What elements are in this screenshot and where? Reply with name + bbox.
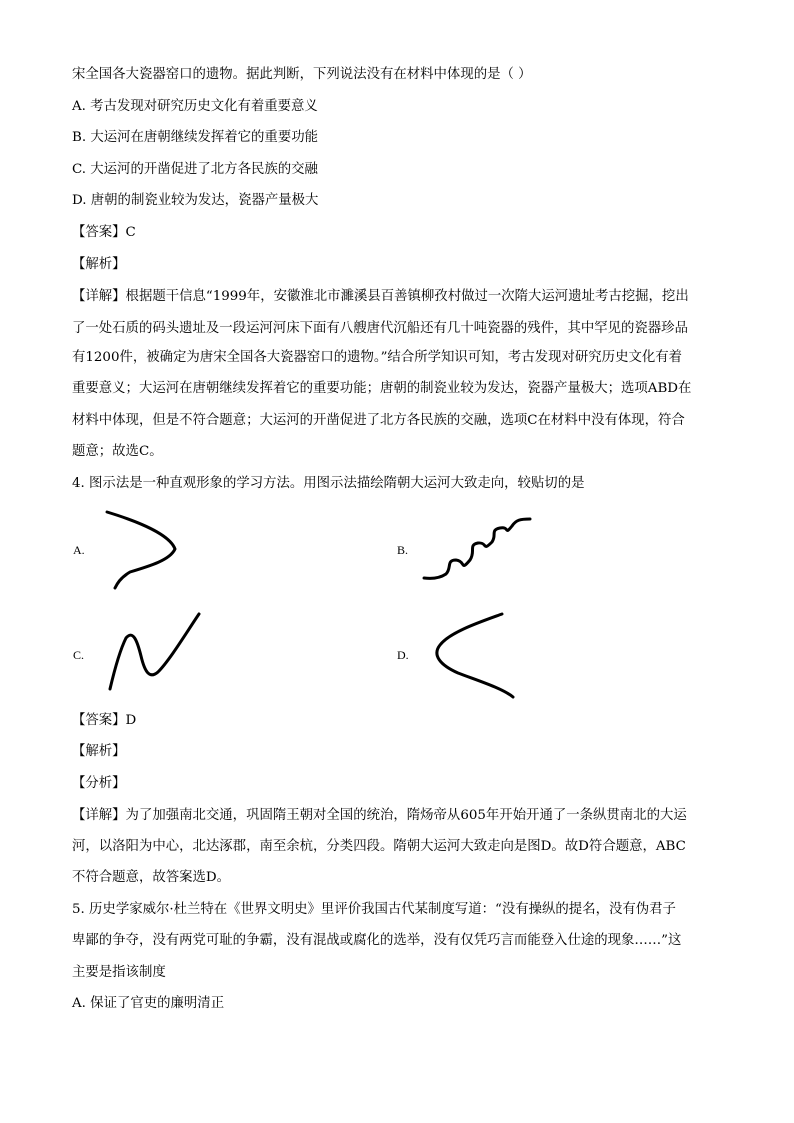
q4-answer: 【答案】D <box>72 713 137 728</box>
q3-option-d: D. 唐朝的制瓷业较为发达，瓷器产量极大 <box>72 193 319 208</box>
q4-detail-line: 不符合题意，故答案选D。 <box>72 870 231 885</box>
q5-stem-line: 主要是指该制度 <box>72 965 166 980</box>
q3-detail-line: 材料中体现，但是不符合题意；大运河的开凿促进了北方各民族的交融，选项C在材料中没有体现，符合 <box>72 413 685 428</box>
q3-stem-tail: 宋全国各大瓷器窑口的遗物。据此判断，下列说法没有在材料中体现的是（ ） <box>72 67 532 82</box>
q3-analysis-label: 【解析】 <box>72 257 126 272</box>
q3-option-b: B. 大运河在唐朝继续发挥着它的重要功能 <box>72 130 318 145</box>
q4-option-b-label: B. <box>397 543 409 557</box>
q3-detail-line: 了一处石质的码头遗址及一段运河河床下面有八艘唐代沉船还有几十吨瓷器的残件，其中罕见的瓷器珍品 <box>72 321 688 336</box>
q3-answer: 【答案】C <box>72 225 136 240</box>
q3-option-c: C. 大运河的开凿促进了北方各民族的交融 <box>72 162 318 177</box>
q4-option-d-label: D. <box>397 648 409 662</box>
q3-detail-line: 【详解】根据题干信息“1999年，安徽淮北市濉溪县百善镇柳孜村做过一次隋大运河遗址考古挖掘，挖出 <box>72 289 689 304</box>
q5-stem-line: 卑鄙的争夺，没有两党可耻的争霸，没有混战或腐化的选举，没有仅凭巧言而能登入仕途的现象……”这 <box>72 933 682 948</box>
q5-stem-line: 5. 历史学家威尔·杜兰特在《世界文明史》里评价我国古代某制度写道：“没有操纵的提名，没有伪君子 <box>72 902 676 917</box>
q3-detail-line: 重要意义；大运河在唐朝继续发挥着它的重要功能；唐朝的制瓷业较为发达，瓷器产量极大；选项ABD在 <box>72 381 692 396</box>
q3-option-a: A. 考古发现对研究历史文化有着重要意义 <box>72 99 318 114</box>
q4-detail-line: 河，以洛阳为中心，北达涿郡，南至余杭，分类四段。隋朝大运河大致走向是图D。故D符合题意，ABC <box>72 839 686 854</box>
q4-analysis-label: 【解析】 <box>72 744 126 759</box>
q4-option-c-label: C. <box>73 648 85 662</box>
q5-option-a: A. 保证了官吏的廉明清正 <box>72 996 225 1011</box>
q4-detail-line: 【详解】为了加强南北交通，巩固隋王朝对全国的统治，隋炀帝从605年开始开通了一条纵贯南北的大运 <box>72 808 687 823</box>
q4-stem: 4. 图示法是一种直观形象的学习方法。用图示法描绘隋朝大运河大致走向，较贴切的是 <box>72 476 585 491</box>
q4-fenxi-label: 【分析】 <box>72 776 126 791</box>
q4-option-a-label: A. <box>73 543 85 557</box>
q3-detail-line: 题意；故选C。 <box>72 444 163 459</box>
q3-detail-line: 有1200件，被确定为唐宋全国各大瓷器窑口的遗物。”结合所学知识可知，考古发现对研究历史文化有着 <box>72 350 683 365</box>
